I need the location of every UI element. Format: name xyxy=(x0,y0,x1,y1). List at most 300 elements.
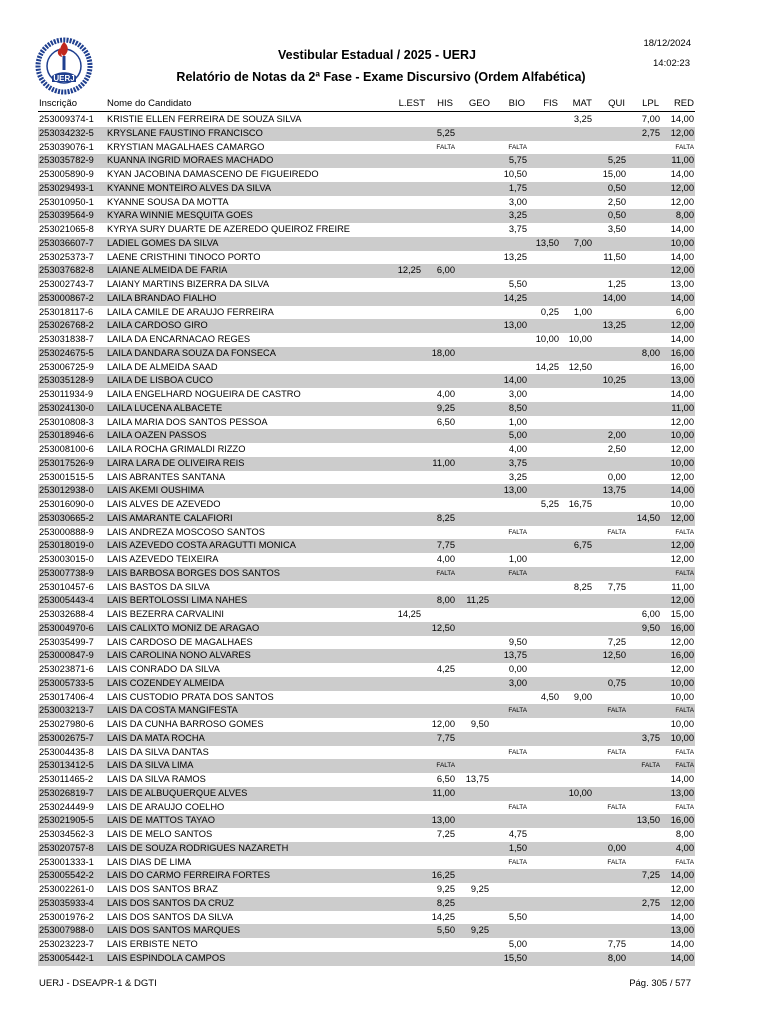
table-row xyxy=(38,498,695,512)
col-header-qui: QUI xyxy=(608,98,625,109)
cell-bio: 5,00 xyxy=(508,430,527,441)
cell-lpl: 9,50 xyxy=(641,622,660,633)
cell-inscricao: 253000867-2 xyxy=(39,292,94,303)
cell-nome: KRYSLANE FAUSTINO FRANCISCO xyxy=(107,127,263,138)
cell-lpl: 6,00 xyxy=(641,609,660,619)
cell-red: 10,00 xyxy=(670,499,694,509)
table-row xyxy=(38,938,695,952)
cell-red: 12,00 xyxy=(670,512,694,523)
table-row xyxy=(38,347,695,361)
table-row xyxy=(38,319,695,333)
cell-red: 10,00 xyxy=(670,457,694,468)
table-row xyxy=(38,952,695,966)
cell-bio: 1,50 xyxy=(508,842,527,853)
table-row xyxy=(38,361,695,375)
cell-nome: LAIRA LARA DE OLIVEIRA REIS xyxy=(107,457,245,468)
cell-inscricao: 253021065-8 xyxy=(39,224,94,234)
cell-nome: LAIS CARDOSO DE MAGALHAES xyxy=(107,636,253,647)
cell-nome: LAIS DA SILVA DANTAS xyxy=(107,746,209,757)
table-row xyxy=(38,869,695,883)
cell-red: 12,00 xyxy=(670,127,694,138)
cell-bio: 9,50 xyxy=(508,636,527,647)
cell-inscricao: 253001515-5 xyxy=(39,471,94,482)
table-row xyxy=(38,292,695,306)
cell-red: 14,00 xyxy=(670,292,694,303)
table-row xyxy=(38,196,695,210)
cell-nome: LAIS CALIXTO MONIZ DE ARAGAO xyxy=(107,622,260,633)
cell-inscricao: 253032688-4 xyxy=(39,609,94,619)
cell-fis: 5,25 xyxy=(540,499,559,509)
cell-red: 13,00 xyxy=(670,375,694,386)
cell-nome: LAIS DE SOUZA RODRIGUES NAZARETH xyxy=(107,842,289,853)
cell-his: 6,50 xyxy=(436,416,455,427)
uerj-logo xyxy=(34,36,106,100)
report-time: 14:02:23 xyxy=(653,58,690,69)
cell-red: 11,00 xyxy=(671,581,694,592)
cell-his: 7,75 xyxy=(436,540,455,551)
cell-bio: 13,25 xyxy=(503,251,527,262)
cell-his: 16,25 xyxy=(431,870,455,881)
cell-bio: FALTA xyxy=(508,748,527,756)
cell-nome: LAILA DE ALMEIDA SAAD xyxy=(107,361,218,372)
cell-qui: 15,00 xyxy=(602,169,626,179)
cell-red: 12,00 xyxy=(670,664,694,674)
cell-inscricao: 253013412-5 xyxy=(39,760,94,771)
cell-bio: FALTA xyxy=(508,528,527,536)
cell-bio: FALTA xyxy=(508,803,527,811)
cell-inscricao: 253001976-2 xyxy=(39,911,94,922)
table-row xyxy=(38,553,695,567)
cell-red: 8,00 xyxy=(675,829,694,839)
cell-nome: LAIS AZEVEDO TEIXEIRA xyxy=(107,554,219,564)
cell-qui: 2,50 xyxy=(607,444,626,454)
cell-bio: 13,00 xyxy=(503,485,527,496)
cell-bio: 3,75 xyxy=(508,224,527,234)
cell-bio: 0,00 xyxy=(508,664,527,674)
cell-inscricao: 253011465-2 xyxy=(39,774,94,784)
cell-inscricao: 253004435-8 xyxy=(39,746,94,757)
cell-inscricao: 253023223-7 xyxy=(39,939,94,949)
cell-inscricao: 253024449-9 xyxy=(39,801,94,812)
cell-qui: 7,75 xyxy=(607,939,626,949)
cell-bio: 13,00 xyxy=(503,320,527,331)
cell-bio: 3,25 xyxy=(508,471,527,482)
cell-mat: 9,00 xyxy=(573,691,592,702)
cell-red: 6,00 xyxy=(675,306,694,317)
cell-geo: 11,25 xyxy=(466,595,489,606)
cell-red: 12,00 xyxy=(670,884,694,894)
cell-qui: FALTA xyxy=(607,707,626,715)
cell-lest: 14,25 xyxy=(397,609,421,619)
table-row xyxy=(38,677,695,691)
cell-his: 7,25 xyxy=(436,829,455,839)
table-row xyxy=(38,636,695,650)
cell-mat: 1,00 xyxy=(573,306,592,317)
table-row xyxy=(38,622,695,636)
svg-text:UERJ: UERJ xyxy=(53,74,75,83)
cell-red: 11,00 xyxy=(671,155,694,166)
cell-red: 14,00 xyxy=(670,251,694,262)
table-row xyxy=(38,924,695,938)
cell-nome: LAIS AZEVEDO COSTA ARAGUTTI MONICA xyxy=(107,540,296,551)
cell-bio: 5,50 xyxy=(508,279,527,289)
cell-red: 16,00 xyxy=(670,347,694,358)
cell-inscricao: 253007988-0 xyxy=(39,925,94,936)
table-row xyxy=(38,443,695,457)
cell-his: 9,25 xyxy=(436,402,455,413)
table-row xyxy=(38,168,695,182)
cell-red: 13,00 xyxy=(670,279,694,289)
cell-red: 14,00 xyxy=(670,389,694,399)
cell-red: 12,00 xyxy=(670,444,694,454)
cell-nome: LAIS DE MATTOS TAYAO xyxy=(107,815,215,826)
cell-qui: 8,00 xyxy=(607,952,626,963)
cell-geo: 13,75 xyxy=(465,774,489,784)
cell-red: FALTA xyxy=(675,528,694,536)
cell-bio: 1,00 xyxy=(508,416,527,427)
cell-inscricao: 253003015-0 xyxy=(39,554,94,564)
cell-qui: FALTA xyxy=(607,803,626,811)
cell-nome: LAIS BASTOS DA SILVA xyxy=(107,581,210,592)
table-row xyxy=(38,113,695,127)
cell-inscricao: 253026768-2 xyxy=(39,320,94,331)
table-row xyxy=(38,182,695,196)
cell-inscricao: 253035499-7 xyxy=(39,636,94,647)
cell-his: 18,00 xyxy=(431,347,455,358)
cell-qui: FALTA xyxy=(607,528,626,536)
table-header xyxy=(38,97,695,112)
cell-red: FALTA xyxy=(675,803,694,811)
cell-red: 10,00 xyxy=(670,719,694,729)
cell-bio: FALTA xyxy=(508,707,527,715)
table-row xyxy=(38,416,695,430)
cell-inscricao: 253004970-6 xyxy=(39,622,94,633)
table-row xyxy=(38,457,695,471)
cell-nome: LAIS DE MELO SANTOS xyxy=(107,829,213,839)
table-row xyxy=(38,333,695,347)
cell-red: 16,00 xyxy=(670,815,694,826)
cell-his: 5,25 xyxy=(436,127,455,138)
cell-nome: LAIS ALVES DE AZEVEDO xyxy=(107,499,221,509)
cell-red: 16,00 xyxy=(670,622,694,633)
cell-geo: 9,25 xyxy=(470,884,489,894)
cell-nome: LAIS DA MATA ROCHA xyxy=(107,732,205,743)
cell-bio: 3,00 xyxy=(508,389,527,399)
cell-inscricao: 253039564-9 xyxy=(39,210,94,221)
cell-inscricao: 253008100-6 xyxy=(39,444,94,454)
cell-nome: LAILA ENGELHARD NOGUEIRA DE CASTRO xyxy=(107,389,301,399)
cell-bio: 1,75 xyxy=(508,182,527,193)
table-row xyxy=(38,897,695,911)
cell-inscricao: 253017526-9 xyxy=(39,457,94,468)
cell-nome: KUANNA INGRID MORAES MACHADO xyxy=(107,155,274,166)
cell-red: 10,00 xyxy=(670,237,694,248)
cell-lpl: 7,00 xyxy=(641,114,660,124)
cell-red: 12,00 xyxy=(670,320,694,331)
cell-inscricao: 253016090-0 xyxy=(39,499,94,509)
cell-qui: 5,25 xyxy=(607,155,626,166)
cell-inscricao: 253010808-3 xyxy=(39,416,94,427)
cell-nome: KRISTIE ELLEN FERREIRA DE SOUZA SILVA xyxy=(107,114,302,124)
cell-inscricao: 253009374-1 xyxy=(39,114,94,124)
cell-inscricao: 253010950-1 xyxy=(39,196,94,207)
cell-mat: 8,25 xyxy=(573,581,592,592)
cell-bio: 1,00 xyxy=(508,554,527,564)
table-row xyxy=(38,567,695,581)
cell-bio: 3,00 xyxy=(508,196,527,207)
cell-nome: KYANNE MONTEIRO ALVES DA SILVA xyxy=(107,182,272,193)
cell-bio: 8,50 xyxy=(508,402,527,413)
cell-his: FALTA xyxy=(436,762,455,770)
cell-red: 12,00 xyxy=(670,540,694,551)
cell-inscricao: 253024130-0 xyxy=(39,402,94,413)
cell-red: 12,00 xyxy=(670,595,694,606)
cell-nome: LAILA LUCENA ALBACETE xyxy=(107,402,223,413)
cell-his: 12,00 xyxy=(431,719,455,729)
cell-nome: LAIS BEZERRA CARVALINI xyxy=(107,609,224,619)
cell-red: 14,00 xyxy=(670,334,694,344)
cell-red: FALTA xyxy=(675,762,694,770)
cell-inscricao: 253012938-0 xyxy=(39,485,94,496)
cell-qui: 3,50 xyxy=(607,224,626,234)
cell-nome: LAIS COZENDEY ALMEIDA xyxy=(107,677,225,688)
cell-red: 14,00 xyxy=(670,169,694,179)
cell-nome: LAIS DA SILVA RAMOS xyxy=(107,774,206,784)
table-row xyxy=(38,154,695,168)
cell-inscricao: 253018946-6 xyxy=(39,430,94,441)
cell-inscricao: 253006725-9 xyxy=(39,361,94,372)
cell-geo: 9,25 xyxy=(470,925,489,936)
cell-inscricao: 253011934-9 xyxy=(39,389,94,399)
cell-mat: 16,75 xyxy=(568,499,592,509)
cell-red: 12,00 xyxy=(670,196,694,207)
cell-qui: 12,50 xyxy=(602,650,626,661)
cell-red: 15,00 xyxy=(670,609,694,619)
cell-bio: 4,00 xyxy=(508,444,527,454)
cell-nome: LAIS CONRADO DA SILVA xyxy=(107,664,220,674)
cell-nome: LAIS DOS SANTOS DA SILVA xyxy=(107,911,234,922)
cell-nome: LAIS AKEMI OUSHIMA xyxy=(107,485,205,496)
col-header-his: HIS xyxy=(437,98,453,109)
cell-his: 4,00 xyxy=(436,554,455,564)
cell-inscricao: 253024675-5 xyxy=(39,347,94,358)
cell-qui: 14,00 xyxy=(602,292,626,303)
cell-red: 10,00 xyxy=(670,677,694,688)
cell-inscricao: 253036607-7 xyxy=(39,237,94,248)
cell-inscricao: 253000888-9 xyxy=(39,526,94,537)
table-row xyxy=(38,828,695,842)
cell-inscricao: 253001333-1 xyxy=(39,856,94,867)
report-date: 18/12/2024 xyxy=(643,38,691,49)
cell-inscricao: 253003213-7 xyxy=(39,705,94,716)
cell-red: 16,00 xyxy=(670,650,694,661)
cell-bio: 5,00 xyxy=(508,939,527,949)
cell-qui: 0,00 xyxy=(607,842,626,853)
cell-inscricao: 253029493-1 xyxy=(39,182,94,193)
col-header-lest: L.EST xyxy=(398,98,425,109)
table-row xyxy=(38,251,695,265)
cell-nome: LAIS ESPINDOLA CAMPOS xyxy=(107,952,226,963)
cell-qui: 0,75 xyxy=(607,677,626,688)
cell-fis: 4,50 xyxy=(540,691,559,702)
table-row xyxy=(38,141,695,155)
cell-red: 16,00 xyxy=(670,361,694,372)
report-title: Vestibular Estadual / 2025 - UERJ xyxy=(278,48,476,62)
cell-bio: FALTA xyxy=(508,569,527,577)
cell-red: 13,00 xyxy=(670,787,694,798)
cell-his: 8,25 xyxy=(436,512,455,523)
table-row xyxy=(38,429,695,443)
table-row xyxy=(38,402,695,416)
cell-nome: LAIS DA CUNHA BARROSO GOMES xyxy=(107,719,264,729)
cell-red: 4,00 xyxy=(675,842,694,853)
cell-nome: LAIS DOS SANTOS DA CRUZ xyxy=(107,897,234,908)
cell-mat: 10,00 xyxy=(568,787,592,798)
cell-inscricao: 253018117-6 xyxy=(39,306,94,317)
table-row xyxy=(38,883,695,897)
cell-nome: LAIS ANDREZA MOSCOSO SANTOS xyxy=(107,526,265,537)
cell-red: 12,00 xyxy=(670,471,694,482)
cell-lpl: 13,50 xyxy=(636,815,660,826)
cell-red: 14,00 xyxy=(670,939,694,949)
cell-inscricao: 253035128-9 xyxy=(39,375,94,386)
cell-his: FALTA xyxy=(436,569,455,577)
cell-mat: 10,00 xyxy=(568,334,592,344)
cell-inscricao: 253023871-6 xyxy=(39,664,94,674)
cell-nome: LAIS DE ARAUJO COELHO xyxy=(107,801,225,812)
cell-his: 14,25 xyxy=(431,911,455,922)
cell-bio: 14,00 xyxy=(503,375,527,386)
cell-inscricao: 253020757-8 xyxy=(39,842,94,853)
cell-mat: 6,75 xyxy=(573,540,592,551)
cell-inscricao: 253005890-9 xyxy=(39,169,94,179)
table-row xyxy=(38,306,695,320)
cell-bio: FALTA xyxy=(508,858,527,866)
cell-red: FALTA xyxy=(675,569,694,577)
cell-qui: 7,75 xyxy=(607,581,626,592)
cell-bio: 4,75 xyxy=(508,829,527,839)
cell-nome: LAILA CARDOSO GIRO xyxy=(107,320,208,331)
cell-bio: FALTA xyxy=(508,143,527,151)
cell-inscricao: 253025373-7 xyxy=(39,251,94,262)
table-row xyxy=(38,526,695,540)
cell-nome: LAIS ABRANTES SANTANA xyxy=(107,471,226,482)
table-row xyxy=(38,814,695,828)
cell-inscricao: 253031838-7 xyxy=(39,334,94,344)
table-row xyxy=(38,911,695,925)
cell-mat: 3,25 xyxy=(573,114,592,124)
cell-his: 6,00 xyxy=(436,265,455,276)
cell-qui: 1,25 xyxy=(607,279,626,289)
cell-inscricao: 253034232-5 xyxy=(39,127,94,138)
cell-qui: 0,00 xyxy=(607,471,626,482)
col-header-red: RED xyxy=(673,98,694,109)
cell-inscricao: 253005542-2 xyxy=(39,870,94,881)
cell-nome: KYAN JACOBINA DAMASCENO DE FIGUEIREDO xyxy=(107,169,319,179)
cell-red: 14,00 xyxy=(670,774,694,784)
table-row xyxy=(38,264,695,278)
cell-qui: 10,25 xyxy=(602,375,626,386)
cell-qui: 11,50 xyxy=(603,251,626,262)
cell-qui: 2,50 xyxy=(607,196,626,207)
cell-lpl: FALTA xyxy=(641,762,660,770)
cell-nome: KYRYA SURY DUARTE DE AZEREDO QUEIROZ FREIRE xyxy=(107,224,350,234)
cell-nome: LAIS CAROLINA NONO ALVARES xyxy=(107,650,251,661)
cell-his: 11,00 xyxy=(432,787,455,798)
cell-inscricao: 253030665-2 xyxy=(39,512,94,523)
cell-bio: 5,75 xyxy=(508,155,527,166)
table-row xyxy=(38,223,695,237)
col-header-geo: GEO xyxy=(468,98,490,109)
cell-nome: LAIS DA SILVA LIMA xyxy=(107,760,194,771)
cell-nome: LAILA ROCHA GRIMALDI RIZZO xyxy=(107,444,246,454)
table-row xyxy=(38,581,695,595)
cell-red: 10,00 xyxy=(670,732,694,743)
table-row xyxy=(38,746,695,760)
table-row xyxy=(38,374,695,388)
table-row xyxy=(38,594,695,608)
cell-inscricao: 253026819-7 xyxy=(39,787,94,798)
cell-nome: KYANNE SOUSA DA MOTTA xyxy=(107,196,229,207)
cell-nome: LAILA CAMILE DE ARAUJO FERREIRA xyxy=(107,306,274,317)
cell-his: 4,25 xyxy=(436,664,455,674)
cell-nome: LAIS DE ALBUQUERQUE ALVES xyxy=(107,787,248,798)
cell-nome: LAIS DOS SANTOS MARQUES xyxy=(107,925,241,936)
cell-nome: LAILA DE LISBOA CUCO xyxy=(107,375,213,386)
cell-inscricao: 253035782-9 xyxy=(39,155,94,166)
cell-lpl: 14,50 xyxy=(636,512,660,523)
cell-geo: 9,50 xyxy=(470,719,489,729)
table-row xyxy=(38,127,695,141)
cell-nome: LAIANE ALMEIDA DE FARIA xyxy=(107,265,228,276)
cell-nome: LAILA BRANDAO FIALHO xyxy=(107,292,217,303)
cell-nome: LAIS ERBISTE NETO xyxy=(107,939,198,949)
table-row xyxy=(38,484,695,498)
cell-his: 13,00 xyxy=(431,815,455,826)
cell-red: 14,00 xyxy=(670,224,694,234)
cell-inscricao: 253007738-9 xyxy=(39,567,94,578)
cell-red: 12,00 xyxy=(670,554,694,564)
cell-his: 7,75 xyxy=(436,732,455,743)
table-row xyxy=(38,388,695,402)
cell-inscricao: 253000847-9 xyxy=(39,650,94,661)
cell-inscricao: 253037682-8 xyxy=(39,265,94,276)
cell-nome: LAIS BARBOSA BORGES DOS SANTOS xyxy=(107,567,280,578)
cell-qui: 13,25 xyxy=(602,320,626,331)
cell-red: 12,00 xyxy=(670,416,694,427)
table-row xyxy=(38,649,695,663)
cell-red: 14,00 xyxy=(670,114,694,124)
cell-his: 12,50 xyxy=(431,622,455,633)
cell-nome: LADIEL GOMES DA SILVA xyxy=(107,237,219,248)
cell-fis: 13,50 xyxy=(535,237,559,248)
table-row xyxy=(38,704,695,718)
cell-nome: LAILA OAZEN PASSOS xyxy=(107,430,207,441)
report-subtitle: Relatório de Notas da 2ª Fase - Exame Discursivo (Ordem Alfabética) xyxy=(176,70,586,84)
table-row xyxy=(38,759,695,773)
footer-org: UERJ - DSEA/PR-1 & DGTI xyxy=(39,978,157,989)
table-row xyxy=(38,801,695,815)
table-row xyxy=(38,539,695,553)
cell-nome: LAILA MARIA DOS SANTOS PESSOA xyxy=(107,416,268,427)
cell-red: 14,00 xyxy=(670,870,694,881)
cell-mat: 12,50 xyxy=(568,361,592,372)
cell-nome: LAIS DOS SANTOS BRAZ xyxy=(107,884,218,894)
cell-red: FALTA xyxy=(675,858,694,866)
cell-red: FALTA xyxy=(675,748,694,756)
cell-red: FALTA xyxy=(675,707,694,715)
cell-inscricao: 253027980-6 xyxy=(39,719,94,729)
